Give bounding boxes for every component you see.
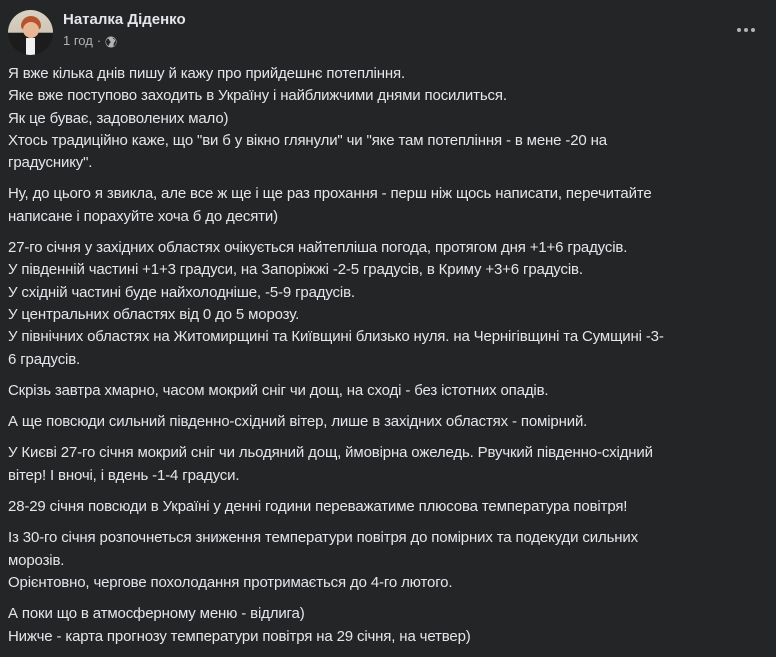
text-line: У Києві 27-го січня мокрий сніг чи льодяний дощ, ймовірна ожеледь. Рвучкий південно-східний (8, 444, 653, 462)
paragraph-closing (8, 603, 768, 648)
paragraph-precipitation (8, 380, 768, 402)
more-horizontal-icon-dot (737, 28, 741, 32)
post-body (8, 63, 768, 657)
text-line: Яке вже поступово заходить в Україну і найближчими днями посилиться. (8, 87, 507, 105)
text-line: 27-го січня у західних областях очікується найтепліша погода, протягом дня +1+6 градусів. (8, 239, 628, 257)
paragraph-intro (8, 63, 768, 174)
post-timestamp[interactable]: 1 год (63, 33, 93, 48)
more-options-button[interactable] (734, 18, 758, 42)
paragraph-kyiv (8, 442, 768, 487)
text-line: 6 градусів. (8, 350, 81, 368)
avatar-face (23, 22, 39, 38)
text-line: Орієнтовно, чергове похолодання протримається до 4-го лютого. (8, 573, 453, 591)
text-line: вітер! І вночі, і вдень -1-4 градуси. (8, 466, 240, 484)
text-line: Скрізь завтра хмарно, часом мокрий сніг чи дощ, на сході - без істотних опадів. (8, 381, 549, 399)
paragraph-regional-forecast (8, 237, 768, 371)
text-line: У східній частині буде найхолодніше, -5-9 градусів. (8, 283, 355, 301)
post-header (8, 8, 186, 56)
separator-dot: · (96, 33, 102, 48)
paragraph-request (8, 183, 768, 228)
more-horizontal-icon-dot (751, 28, 755, 32)
text-line: Із 30-го січня розпочнеться зниження температури повітря до помірних та подекуди сильних (8, 529, 638, 547)
text-line: А поки що в атмосферному меню - відлига) (8, 605, 305, 623)
paragraph-wind (8, 411, 768, 433)
paragraph-cooling (8, 527, 768, 594)
text-line: У південній частині +1+3 градуси, на Запоріжжі -2-5 градусів, в Криму +3+6 градусів. (8, 261, 583, 279)
text-line: У центральних областях від 0 до 5 морозу. (8, 305, 300, 323)
text-line: Як це буває, задоволених мало) (8, 109, 229, 127)
text-line: А ще повсюди сильний південно-східний вітер, лише в західних областях - помірний. (8, 413, 588, 431)
text-line: Нижче - карта прогнозу температури повітря на 29 січня, на четвер) (8, 627, 471, 645)
post-subline (63, 32, 186, 50)
text-line: градуснику". (8, 154, 93, 172)
text-line: Хтось традиційно каже, що "ви б у вікно глянули" чи "яке там потепління - в мене -20 на (8, 131, 607, 149)
text-line: Я вже кілька днів пишу й кажу про прийдешнє потепління. (8, 65, 405, 82)
text-line: 28-29 січня повсюди в Україні у денні години переважатиме плюсова температура повітря! (8, 498, 628, 516)
post-meta (63, 11, 186, 50)
globe-icon[interactable] (105, 35, 117, 47)
author-avatar[interactable] (8, 10, 53, 55)
paragraph-warm-days (8, 496, 768, 518)
more-horizontal-icon-dot (744, 28, 748, 32)
text-line: Ну, до цього я звикла, але все ж ще і ще раз прохання - перш ніж щось написати, перечитайте (8, 185, 652, 203)
text-line: морозів. (8, 551, 65, 569)
text-line: написане і порахуйте хоча б до десяти) (8, 207, 278, 225)
text-line: У північних областях на Житомирщині та Київщині близько нуля. на Чернігівщині та Сумщині -3- (8, 328, 664, 346)
avatar-shirt (26, 38, 35, 55)
author-name[interactable]: Наталка Діденко (63, 11, 186, 28)
